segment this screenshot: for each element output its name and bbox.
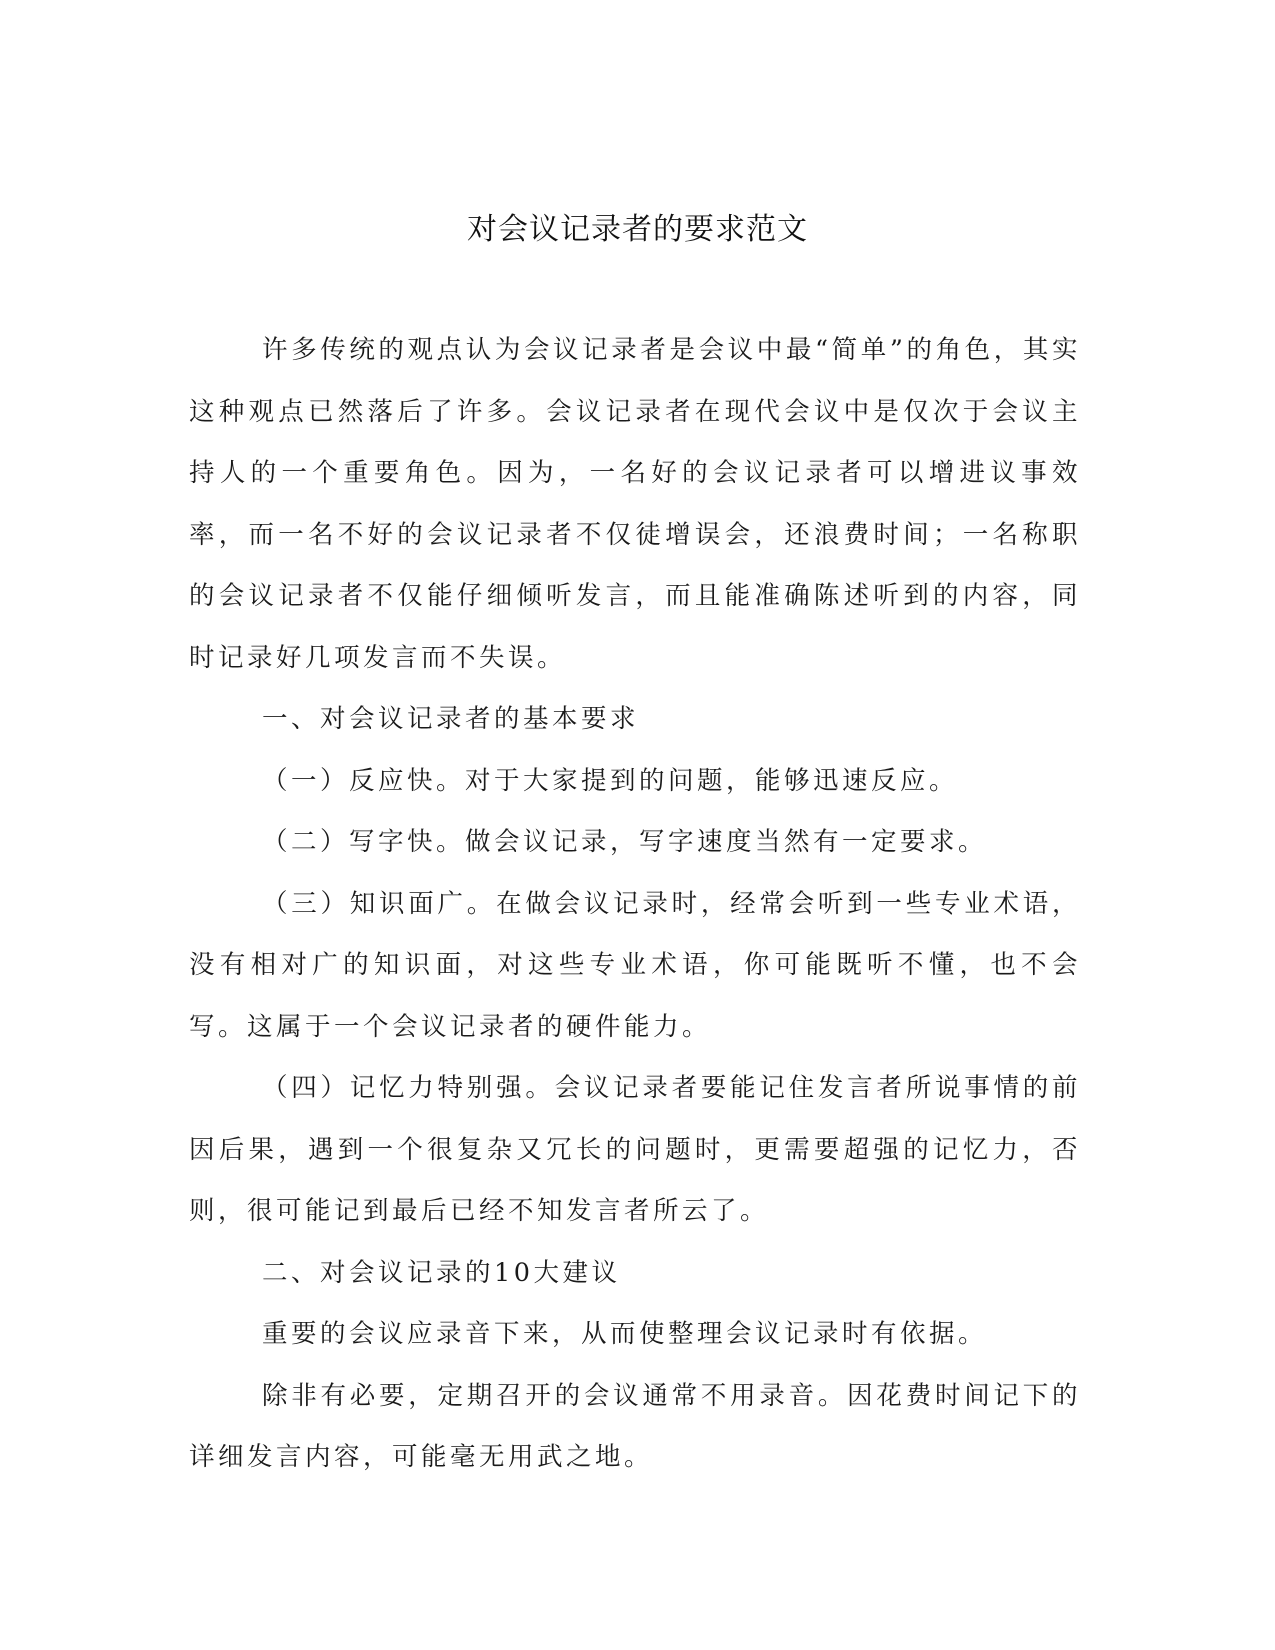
paragraph-record-audio: 重要的会议应录音下来，从而使整理会议记录时有依据。 [262, 1319, 988, 1349]
document-body [189, 320, 1081, 1489]
paragraph-no-recording: 除非有必要，定期召开的会议通常不用录音。因花费时间记下的详细发言内容，可能毫无用武之地。 [189, 1380, 1081, 1472]
document-title: 对会议记录者的要求范文 [467, 212, 808, 247]
list-item-broad-knowledge: （三）知识面广。在做会议记录时，经常会听到一些专业术语，没有相对广的知识面，对这些专业术语，你可能既听不懂，也不会写。这属于一个会议记录者的硬件能力。 [189, 888, 1081, 1042]
list-item-quick-reaction: （一）反应快。对于大家提到的问题，能够迅速反应。 [262, 765, 959, 796]
list-item-strong-memory: （四）记忆力特别强。会议记录者要能记住发言者所说事情的前因后果，遇到一个很复杂又冗长的问题时，更需要超强的记忆力，否则，很可能记到最后已经不知发言者所云了。 [189, 1073, 1081, 1226]
paragraph-intro: 许多传统的观点认为会议记录者是会议中最“简单”的角色，其实这种观点已然落后了许多。会议记录者在现代会议中是仅次于会议主持人的一个重要角色。因为，一名好的会议记录者可以增进议事效率，而一名不好的会议记录者不仅徒增误会，还浪费时间；一名称职的会议记录者不仅能仔细倾听发言，而且能准确陈述听到的内容，同时记录好几项发言而不失误。 [189, 335, 1081, 673]
section-heading-ten-suggestions: 二、对会议记录的10大建议 [262, 1257, 621, 1288]
list-item-fast-writing: （二）写字快。做会议记录，写字速度当然有一定要求。 [262, 827, 988, 857]
section-heading-basic-requirements: 一、对会议记录者的基本要求 [262, 704, 640, 734]
